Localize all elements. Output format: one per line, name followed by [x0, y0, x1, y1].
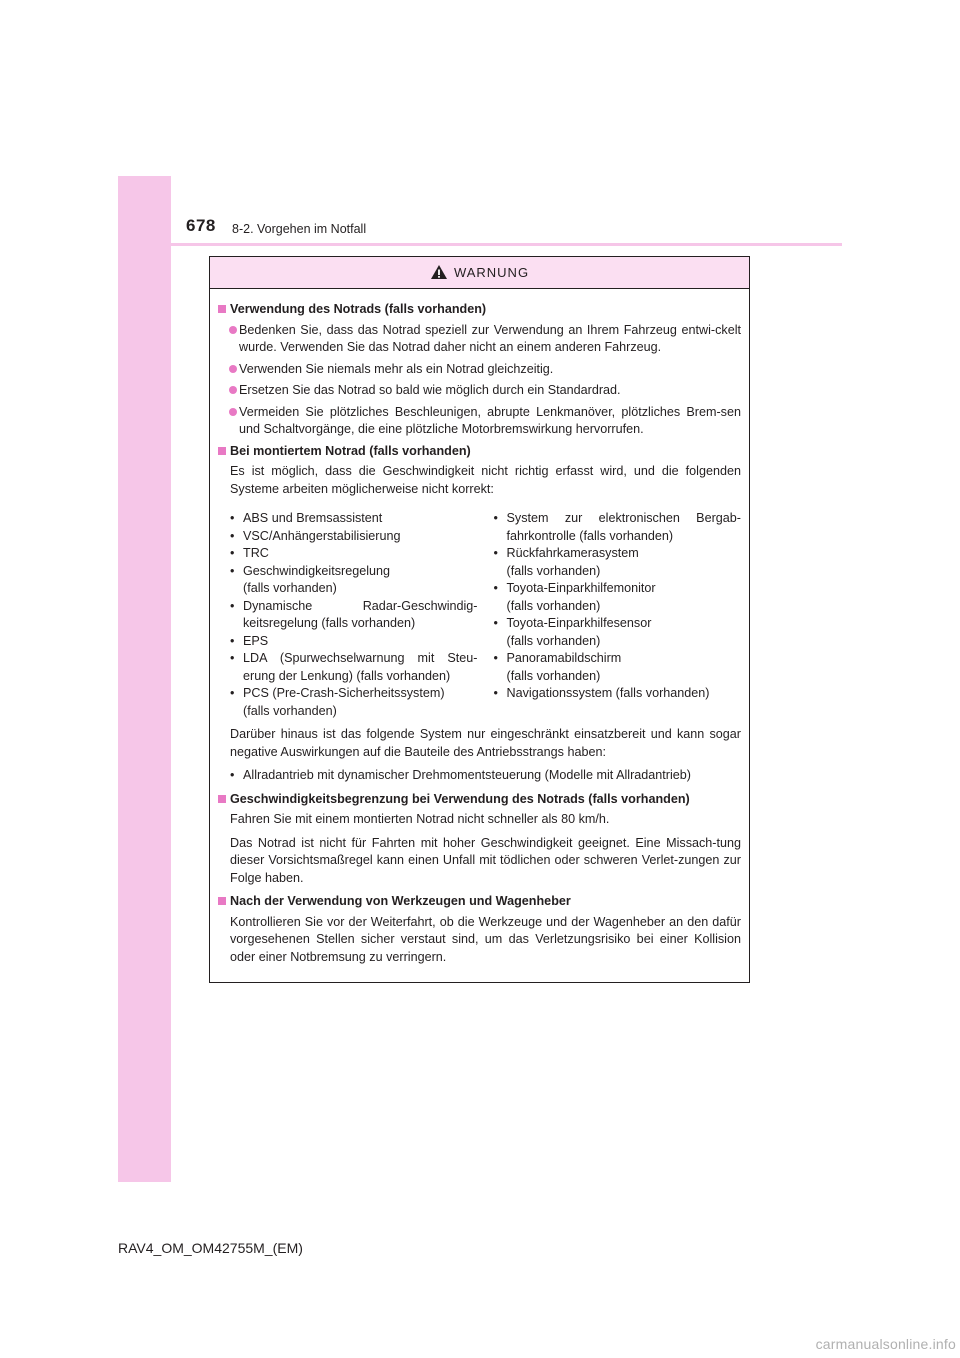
square-bullet-icon	[218, 305, 226, 313]
system-list	[218, 510, 741, 720]
list-item: • ABS und Bremsassistent	[230, 510, 478, 528]
list-item: Bedenken Sie, dass das Notrad speziell zur Verwendung an Ihrem Fahrzeug entwi-ckelt wurde. Verwenden Sie das Notrad daher nicht an einem anderen Fahrzeug.	[218, 322, 741, 357]
list-item: • TRC	[230, 545, 478, 563]
side-color-strip	[118, 176, 171, 1182]
system-list-right	[486, 510, 742, 720]
list-item: • EPS	[230, 633, 478, 651]
warning-title: WARNUNG	[453, 265, 530, 280]
circle-bullet-icon	[229, 365, 237, 373]
list-item: • System zur elektronischen Bergab-fahrkontrolle (falls vorhanden)	[494, 510, 742, 545]
section-speed-limit	[218, 791, 741, 888]
section-notrad-mounted	[218, 443, 741, 785]
list-item: Vermeiden Sie plötzliches Beschleunigen, abrupte Lenkmanöver, plötzliches Brem-sen und Schaltvorgänge, die eine plötzliche Motorbremswirkung hervorrufen.	[218, 404, 741, 439]
list-item: • Rückfahrkamerasystem (falls vorhanden)	[494, 545, 742, 580]
header-rule	[118, 243, 842, 246]
list-item: • PCS (Pre-Crash-Sicherheitssystem) (falls vorhanden)	[230, 685, 478, 720]
square-bullet-icon	[218, 897, 226, 905]
square-bullet-icon	[218, 795, 226, 803]
paragraph: Fahren Sie mit einem montierten Notrad nicht schneller als 80 km/h.	[230, 812, 610, 826]
list-item: • LDA (Spurwechselwarnung mit Steu-erung der Lenkung) (falls vorhanden)	[230, 650, 478, 685]
circle-bullet-icon	[229, 326, 237, 334]
section-tools-jack	[218, 893, 741, 966]
paragraph: Darüber hinaus ist das folgende System nur eingeschränkt einsatzbereit und kann sogar negative Auswirkungen auf die Bauteile des Antriebsstrangs haben:	[230, 727, 741, 759]
list-item: • Toyota-Einparkhilfesensor (falls vorhanden)	[494, 615, 742, 650]
warning-triangle-icon	[430, 264, 448, 280]
square-bullet-icon	[218, 447, 226, 455]
list-item: • Allradantrieb mit dynamischer Drehmomentsteuerung (Modelle mit Allradantrieb)	[218, 767, 741, 785]
circle-bullet-icon	[229, 386, 237, 394]
list-item: • Navigationssystem (falls vorhanden)	[494, 685, 742, 703]
list-item: Verwenden Sie niemals mehr als ein Notrad gleichzeitig.	[218, 361, 741, 379]
system-list-left	[230, 510, 486, 720]
circle-bullet-icon	[229, 408, 237, 416]
list-item: • Panoramabildschirm (falls vorhanden)	[494, 650, 742, 685]
section-heading: Bei montiertem Notrad (falls vorhanden)	[218, 443, 741, 461]
paragraph: Kontrollieren Sie vor der Weiterfahrt, ob die Werkzeuge und der Wagenheber an den dafür vorgesehenen Stellen sicher verstaut sind, um das Verletzungsrisiko bei einer Kollision oder einer Notbremsung zu verringern.	[230, 914, 741, 964]
section-title: 8-2. Vorgehen im Notfall	[232, 222, 367, 236]
watermark: carmanualsonline.info	[815, 1336, 956, 1352]
paragraph: Das Notrad ist nicht für Fahrten mit hoher Geschwindigkeit geeignet. Eine Missach-tung dieser Vorsichtsmaßregel kann einen Unfall mit tödlichen oder schweren Verlet-zungen zur Folge haben.	[230, 835, 741, 885]
warning-header	[210, 257, 749, 289]
warning-body	[210, 289, 749, 966]
list-item: • Geschwindigkeitsregelung (falls vorhanden)	[230, 563, 478, 598]
page-number: 678	[186, 216, 216, 235]
section-heading: Nach der Verwendung von Werkzeugen und Wagenheber	[218, 893, 741, 911]
section-heading: Geschwindigkeitsbegrenzung bei Verwendung des Notrads (falls vorhanden)	[218, 791, 741, 809]
section-notrad-use	[218, 301, 741, 439]
list-item: Ersetzen Sie das Notrad so bald wie möglich durch ein Standardrad.	[218, 382, 741, 400]
section-heading: Verwendung des Notrads (falls vorhanden)	[218, 301, 741, 319]
list-item: • Dynamische Radar-Geschwindig-keitsregelung (falls vorhanden)	[230, 598, 478, 633]
footer-document-code: RAV4_OM_OM42755M_(EM)	[118, 1240, 303, 1256]
list-item: • VSC/Anhängerstabilisierung	[230, 528, 478, 546]
warning-box	[209, 256, 750, 983]
paragraph: Es ist möglich, dass die Geschwindigkeit nicht richtig erfasst wird, und die folgenden Systeme arbeiten möglicherweise nicht korrekt:	[230, 464, 741, 496]
list-item: • Toyota-Einparkhilfemonitor (falls vorhanden)	[494, 580, 742, 615]
